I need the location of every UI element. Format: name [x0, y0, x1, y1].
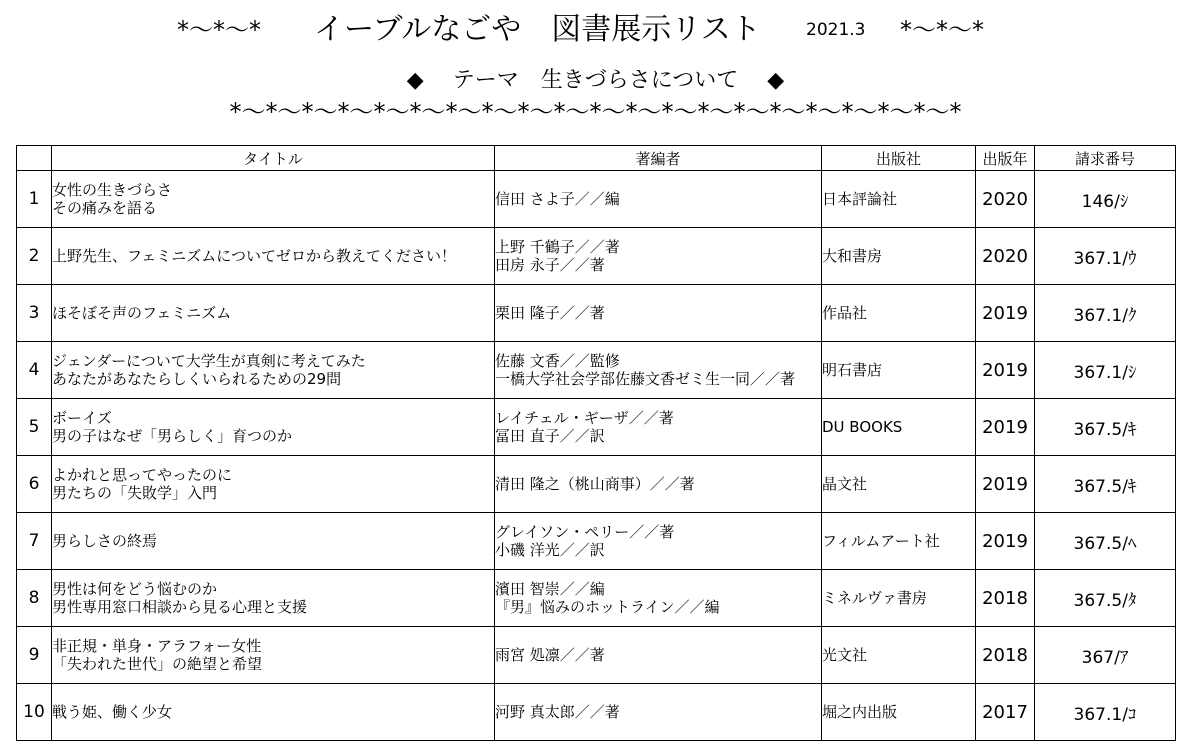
book-year: 2019	[976, 285, 1035, 342]
table-body	[17, 171, 1176, 741]
book-author-cell	[495, 171, 822, 228]
row-number: 2	[17, 228, 52, 285]
book-call-number: 367.5/ﾀ	[1035, 570, 1176, 627]
book-author-cell	[495, 627, 822, 684]
diamond-icon: ◆	[767, 68, 785, 93]
book-title-line: ボーイズ	[52, 409, 112, 427]
book-author-line: 『男』悩みのホットライン／／編	[495, 598, 720, 616]
book-year: 2019	[976, 456, 1035, 513]
book-author-line: 上野 千鶴子／／著	[495, 238, 620, 256]
table-row	[17, 285, 1176, 342]
book-list-table	[16, 145, 1176, 741]
book-title-cell	[52, 456, 495, 513]
book-title-line: 女性の生きづらさ	[52, 181, 173, 199]
table-row	[17, 570, 1176, 627]
book-author-cell	[495, 228, 822, 285]
book-title-cell	[52, 342, 495, 399]
table-row	[17, 513, 1176, 570]
row-number: 1	[17, 171, 52, 228]
book-title-cell	[52, 171, 495, 228]
theme-title: テーマ 生きづらさについて	[452, 68, 739, 93]
book-author-cell	[495, 285, 822, 342]
row-number: 3	[17, 285, 52, 342]
book-title-cell	[52, 570, 495, 627]
column-header-title: タイトル	[52, 146, 495, 171]
table-row	[17, 627, 1176, 684]
book-title-line: ジェンダーについて大学生が真剣に考えてみた	[52, 352, 366, 370]
row-number: 4	[17, 342, 52, 399]
book-year: 2018	[976, 570, 1035, 627]
book-author-line: 田房 永子／／著	[495, 256, 605, 274]
book-author-line: 河野 真太郎／／著	[495, 703, 620, 721]
header-decoration-right: *〜*〜*	[900, 16, 984, 44]
book-publisher: 光文社	[822, 627, 976, 684]
book-title-line: その痛みを語る	[52, 199, 158, 217]
book-year: 2020	[976, 228, 1035, 285]
book-call-number: 367/ｱ	[1035, 627, 1176, 684]
decorative-divider: *〜*〜*〜*〜*〜*〜*〜*〜*〜*〜*〜*〜*〜*〜*〜*〜*〜*〜*〜*〜*	[229, 98, 962, 126]
book-year: 2019	[976, 342, 1035, 399]
diamond-icon: ◆	[406, 68, 424, 93]
theme-heading	[0, 63, 1191, 94]
column-header-publisher: 出版社	[822, 146, 976, 171]
book-author-line: 小磯 洋光／／訳	[495, 541, 605, 559]
book-publisher: ミネルヴァ書房	[822, 570, 976, 627]
table-row	[17, 342, 1176, 399]
book-title-line: 男性は何をどう悩むのか	[52, 580, 218, 598]
table-row	[17, 456, 1176, 513]
book-title-line: よかれと思ってやったのに	[52, 466, 233, 484]
book-title-line: 男の子はなぜ「男らしく」育つのか	[52, 427, 293, 445]
row-number: 9	[17, 627, 52, 684]
book-author-cell	[495, 399, 822, 456]
book-publisher: 大和書房	[822, 228, 976, 285]
book-call-number: 367.5/ｷ	[1035, 399, 1176, 456]
book-publisher: 日本評論社	[822, 171, 976, 228]
book-author-cell	[495, 684, 822, 741]
book-call-number: 367.1/ｺ	[1035, 684, 1176, 741]
book-publisher: DU BOOKS	[822, 399, 976, 456]
book-author-line: 濱田 智崇／／編	[495, 580, 605, 598]
book-call-number: 146/ｼ	[1035, 171, 1176, 228]
book-author-line: 雨宮 処凛／／著	[495, 646, 605, 664]
header-decoration-left: *〜*〜*	[177, 16, 261, 44]
row-number: 10	[17, 684, 52, 741]
book-call-number: 367.5/ｷ	[1035, 456, 1176, 513]
book-author-line: レイチェル・ギーザ／／著	[495, 409, 674, 427]
row-number: 8	[17, 570, 52, 627]
book-title-cell	[52, 513, 495, 570]
column-header-call-number: 請求番号	[1035, 146, 1176, 171]
book-call-number: 367.1/ｼ	[1035, 342, 1176, 399]
book-title-line: あなたがあなたらしくいられるための29問	[52, 370, 342, 388]
header-date: 2021.3	[806, 20, 866, 40]
table-row	[17, 228, 1176, 285]
book-publisher: 作品社	[822, 285, 976, 342]
book-title-cell	[52, 228, 495, 285]
book-author-line: 一橋大学社会学部佐藤文香ゼミ生一同／／著	[495, 370, 796, 388]
book-publisher: 晶文社	[822, 456, 976, 513]
book-author-line: 冨田 直子／／訳	[495, 427, 605, 445]
book-author-line: グレイソン・ペリー／／著	[495, 523, 675, 541]
row-number: 5	[17, 399, 52, 456]
book-publisher: 堀之内出版	[822, 684, 976, 741]
column-header-year: 出版年	[976, 146, 1035, 171]
book-author-line: 信田 さよ子／／編	[495, 190, 620, 208]
book-author-cell	[495, 456, 822, 513]
book-title-cell	[52, 627, 495, 684]
book-author-line: 清田 隆之（桃山商事）／／著	[495, 475, 695, 493]
book-title-line: 戦う姫、働く少女	[52, 703, 173, 721]
book-publisher: フィルムアート社	[822, 513, 976, 570]
table-row	[17, 684, 1176, 741]
page-title: イーブルなごや 図書展示リスト	[314, 12, 761, 47]
row-number: 6	[17, 456, 52, 513]
column-header-number	[17, 146, 52, 171]
table-row	[17, 399, 1176, 456]
book-author-cell	[495, 342, 822, 399]
book-title-line: 「失われた世代」の絶望と希望	[52, 655, 263, 673]
book-year: 2019	[976, 513, 1035, 570]
book-title-line: ほそぼそ声のフェミニズム	[52, 304, 232, 322]
book-author-cell	[495, 513, 822, 570]
book-call-number: 367.5/ﾍ	[1035, 513, 1176, 570]
book-year: 2020	[976, 171, 1035, 228]
book-title-cell	[52, 399, 495, 456]
table-header-row	[17, 146, 1176, 171]
book-author-line: 佐藤 文香／／監修	[495, 352, 620, 370]
book-year: 2018	[976, 627, 1035, 684]
book-title-line: 男性専用窓口相談から見る心理と支援	[52, 598, 308, 616]
book-author-cell	[495, 570, 822, 627]
book-title-cell	[52, 285, 495, 342]
row-number: 7	[17, 513, 52, 570]
book-title-cell	[52, 684, 495, 741]
book-title-line: 上野先生、フェミニズムについてゼロから教えてください！	[52, 247, 456, 265]
book-year: 2019	[976, 399, 1035, 456]
book-call-number: 367.1/ｸ	[1035, 285, 1176, 342]
page-header	[0, 4, 1191, 47]
book-call-number: 367.1/ｳ	[1035, 228, 1176, 285]
book-title-line: 男たちの「失敗学」入門	[52, 484, 218, 502]
table-row	[17, 171, 1176, 228]
book-year: 2017	[976, 684, 1035, 741]
book-title-line: 非正規・単身・アラフォー女性	[52, 637, 262, 655]
column-header-author: 著編者	[495, 146, 822, 171]
book-title-line: 男らしさの終焉	[52, 532, 158, 550]
book-publisher: 明石書店	[822, 342, 976, 399]
book-author-line: 栗田 隆子／／著	[495, 304, 605, 322]
